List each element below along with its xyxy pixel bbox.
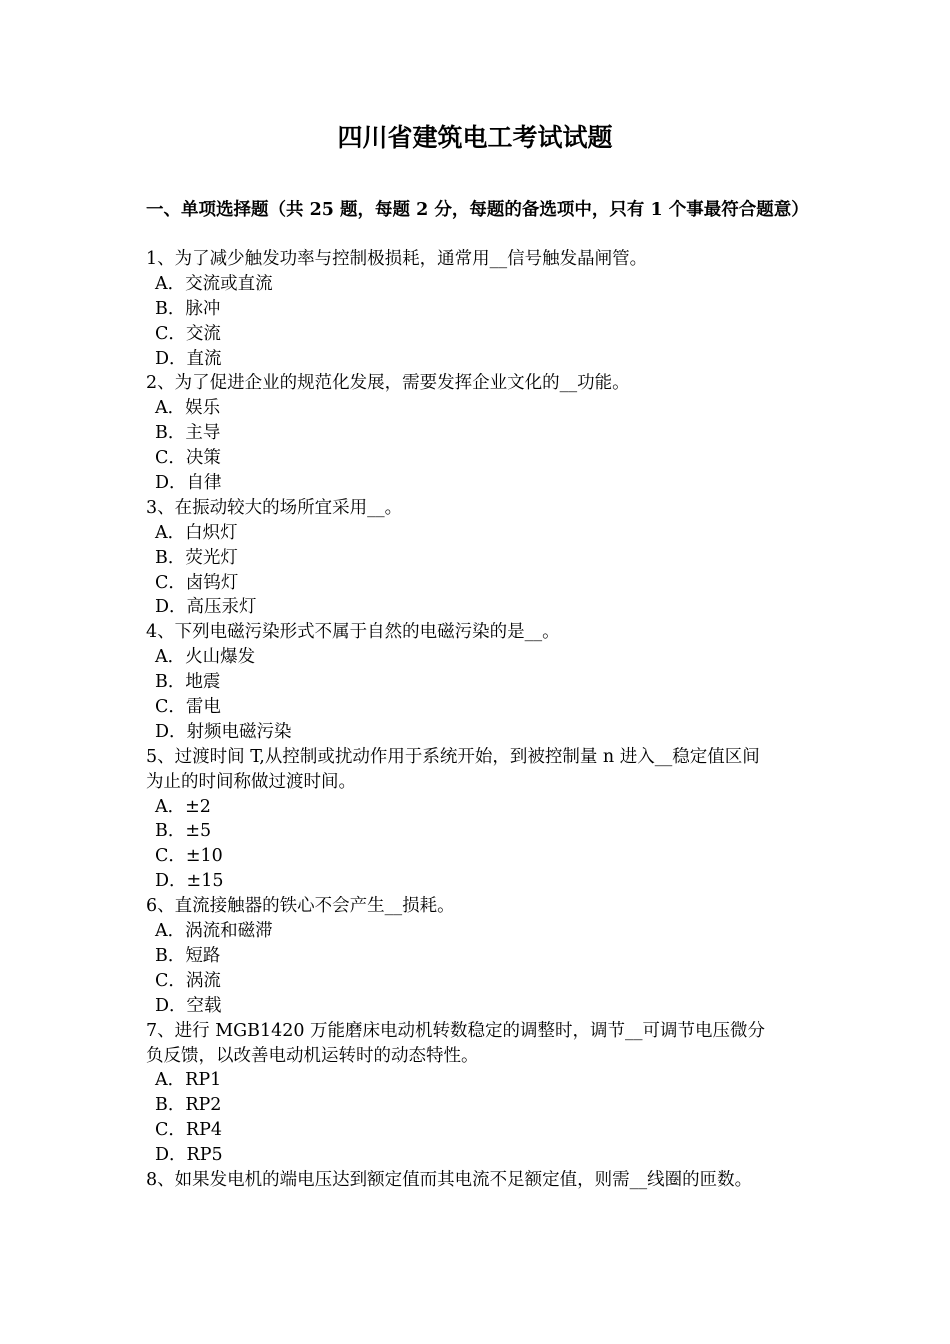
option-b: B．RP2 — [155, 1095, 222, 1116]
option-a: A．火山爆发 — [155, 647, 256, 668]
question-text: 4、下列电磁污染形式不属于自然的电磁污染的是__。 — [146, 622, 560, 643]
option-a: A．白炽灯 — [155, 522, 238, 543]
question-8 — [146, 1168, 810, 1193]
option-c: C．涡流 — [155, 970, 221, 991]
question-text: 7、进行 MGB1420 万能磨床电动机转数稳定的调整时，调节__可调节电压微分 — [146, 1020, 766, 1041]
question-text: 6、直流接触器的铁心不会产生__损耗。 — [146, 896, 455, 917]
section-heading: 一、单项选择题（共 25 题，每题 2 分，每题的备选项中，只有 1 个事最符合题意） — [146, 200, 809, 220]
question-text-continued: 负反馈，以改善电动机运转时的动态特性。 — [146, 1045, 479, 1066]
question-3 — [146, 496, 810, 620]
option-d: D．射频电磁污染 — [155, 721, 292, 742]
question-text-continued: 为止的时间称做过渡时间。 — [146, 771, 356, 792]
option-b: B．短路 — [155, 945, 221, 966]
option-d: D．自律 — [155, 473, 222, 494]
option-d: D．高压汞灯 — [155, 597, 257, 618]
option-c: C．交流 — [155, 323, 221, 344]
option-b: B．地震 — [155, 672, 221, 693]
question-5 — [146, 745, 810, 894]
question-7 — [146, 1019, 810, 1168]
option-a: A．RP1 — [155, 1070, 222, 1091]
option-c: C．决策 — [155, 448, 221, 469]
option-b: B．荧光灯 — [155, 547, 238, 568]
question-2 — [146, 371, 810, 495]
question-text: 2、为了促进企业的规范化发展，需要发挥企业文化的__功能。 — [146, 373, 630, 394]
option-c: C．雷电 — [155, 697, 221, 718]
question-6 — [146, 894, 810, 1018]
option-c: C．卤钨灯 — [155, 572, 239, 593]
question-text: 1、为了减少触发功率与控制极损耗，通常用__信号触发晶闸管。 — [146, 249, 648, 269]
document-title: 四川省建筑电工考试试题 — [337, 123, 613, 152]
option-d: D．±15 — [155, 871, 224, 892]
option-c: C．±10 — [155, 846, 223, 867]
option-a: A．涡流和磁滞 — [155, 921, 273, 942]
option-c: C．RP4 — [155, 1120, 222, 1141]
option-d: D．RP5 — [155, 1145, 223, 1166]
option-d: D．直流 — [155, 348, 222, 369]
question-4 — [146, 620, 810, 744]
question-text: 3、在振动较大的场所宜采用__。 — [146, 497, 403, 518]
option-d: D．空载 — [155, 995, 222, 1016]
option-a: A．娱乐 — [155, 398, 221, 419]
question-1 — [146, 247, 810, 371]
question-list — [146, 247, 810, 1193]
option-b: B．脉冲 — [155, 298, 221, 319]
option-b: B．主导 — [155, 423, 221, 444]
question-text: 8、如果发电机的端电压达到额定值而其电流不足额定值，则需__线圈的匝数。 — [146, 1169, 753, 1190]
option-a: A．交流或直流 — [155, 273, 273, 294]
option-b: B．±5 — [155, 821, 212, 842]
option-a: A．±2 — [155, 796, 211, 817]
question-text: 5、过渡时间 T,从控制或扰动作用于系统开始，到被控制量 n 进入__稳定值区间 — [146, 746, 760, 767]
